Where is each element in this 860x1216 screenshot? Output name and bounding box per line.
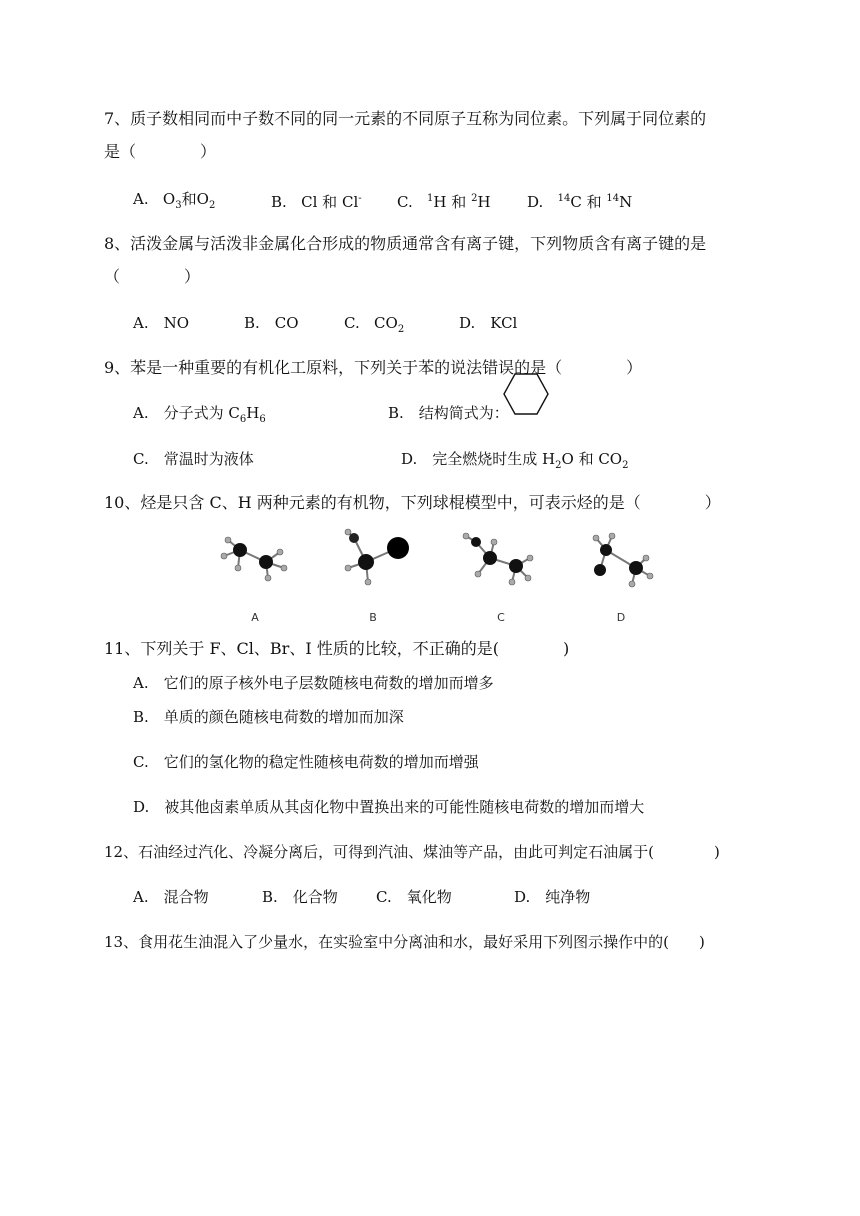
model-b-label: B [369, 611, 377, 624]
model-b[interactable] [328, 528, 418, 624]
q9-option-a[interactable]: A. 分子式为 $C_6H_6$ [133, 404, 266, 425]
ball-stick-model-b-icon [328, 528, 418, 608]
q11-option-c[interactable]: C. 它们的氢化物的稳定性随核电荷数的增加而增强 [133, 753, 479, 771]
model-a[interactable] [210, 528, 300, 624]
q9-stem: 9、苯是一种重要的有机化工原料，下列关于苯的说法错误的是（ ） [104, 358, 643, 377]
q11-option-d[interactable]: D. 被其他卤素单质从其卤化物中置换出来的可能性随核电荷数的增加而增大 [133, 798, 645, 816]
q8-option-a[interactable]: A. NO [133, 314, 190, 332]
ball-stick-model-a-icon [210, 528, 300, 608]
q7-option-c[interactable]: C. $^1$H 和 $^2$H [397, 193, 491, 211]
q8-stem-line1: 8、活泼金属与活泼非金属化合形成的物质通常含有离子键，下列物质含有离子键的是 [104, 234, 707, 253]
q7-option-a[interactable]: A. $O_3$和$O_2$ [133, 190, 216, 211]
q9-option-d[interactable]: D. 完全燃烧时生成 $H_2O$ 和 $CO_2$ [401, 450, 629, 471]
q7-stem-line2: 是（ ） [104, 142, 217, 161]
q11-stem: 11、下列关于 F、Cl、Br、I 性质的比较，不正确的是( ) [104, 639, 570, 658]
ball-stick-model-c-icon [456, 528, 546, 608]
q11-option-a[interactable]: A. 它们的原子核外电子层数随核电荷数的增加而增多 [133, 674, 494, 692]
q13-stem: 13、食用花生油混入了少量水，在实验室中分离油和水，最好采用下列图示操作中的( ) [104, 933, 705, 951]
model-c-label: C [497, 611, 505, 624]
ball-stick-model-d-icon [576, 528, 666, 608]
q8-stem-line2: （ ） [104, 267, 201, 286]
model-a-label: A [251, 611, 259, 624]
q11-option-b[interactable]: B. 单质的颜色随核电荷数的增加而加深 [133, 708, 404, 726]
q10-stem: 10、烃是只含 C、H 两种元素的有机物，下列球棍模型中，可表示烃的是（ ） [104, 493, 721, 512]
q8-option-b[interactable]: B. CO [244, 314, 299, 332]
model-d-label: D [616, 611, 626, 624]
q8-option-c[interactable]: C. $CO_2$ [344, 314, 405, 335]
q12-stem: 12、石油经过汽化、冷凝分离后，可得到汽油、煤油等产品，由此可判定石油属于( ) [104, 843, 720, 861]
q9-option-b[interactable]: B. 结构简式为： [388, 404, 509, 422]
model-c[interactable] [456, 528, 546, 624]
q12-option-a[interactable]: A. 混合物 [133, 888, 209, 906]
q12-option-d[interactable]: D. 纯净物 [514, 888, 591, 906]
q7-option-d[interactable]: D. $^{14}$C 和 $^{14}$N [527, 193, 633, 211]
q7-option-b[interactable]: B. Cl 和 Cl- [271, 193, 362, 211]
ball-and-stick-models [210, 528, 670, 624]
q12-option-c[interactable]: C. 氧化物 [376, 888, 452, 906]
q8-option-d[interactable]: D. KCl [459, 314, 518, 332]
q12-option-b[interactable]: B. 化合物 [262, 888, 338, 906]
q9-option-c[interactable]: C. 常温时为液体 [133, 450, 254, 468]
model-d[interactable] [576, 528, 666, 624]
benzene-hexagon-icon [502, 372, 550, 416]
q7-stem-line1: 7、质子数相同而中子数不同的同一元素的不同原子互称为同位素。下列属于同位素的 [104, 109, 707, 128]
